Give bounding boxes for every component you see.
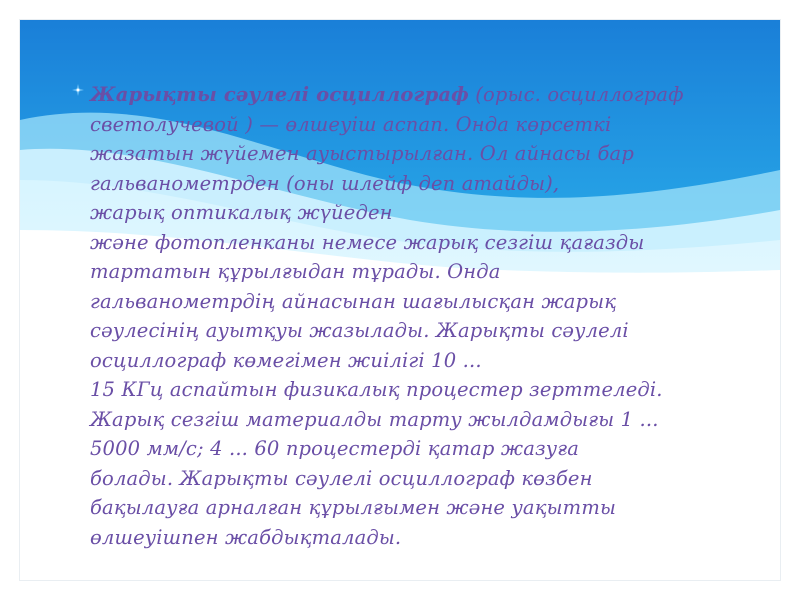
paragraph-line-1 <box>90 80 710 110</box>
paragraph-line: өлшеуішпен жабдықталады. <box>90 525 402 549</box>
paragraph-line: болады. Жарықты сәулелі осциллограф көзбен <box>90 466 593 490</box>
slide <box>20 20 780 580</box>
paragraph-line: 5000 мм/с; 4 ... 60 процестерді қатар жазуға <box>90 437 580 460</box>
paragraph-line: светолучевой ) — өлшеуіш аспап. Онда көрсеткі <box>90 112 612 136</box>
bold-term: Жарықты сәулелі осциллограф <box>90 83 469 106</box>
paragraph-text: (орыс. осциллограф <box>468 83 684 106</box>
paragraph-line: Жарық сезгіш материалды тарту жылдамдығы 1 ... <box>90 407 659 431</box>
paragraph-line: жарық оптикалық жүйеден <box>90 201 393 224</box>
paragraph-line: тартатын құрылғыдан тұрады. Онда <box>90 260 501 283</box>
paragraph-line: 15 КГц аспайтын физикалық процестер зерттеледі. <box>90 378 663 401</box>
paragraph-line: бақылауға арналған құрылғымен және уақытты <box>90 496 616 519</box>
paragraph-line: гальванометрден (оны шлейф деп атайды), <box>90 171 560 195</box>
paragraph-line: гальванометрдің айнасынан шағылысқан жарық <box>90 289 617 313</box>
sparkle-bullet-icon <box>72 84 84 96</box>
paragraph-line: сәулесінің ауытқуы жазылады. Жарықты сәулелі <box>90 319 629 342</box>
main-paragraph <box>90 80 710 552</box>
paragraph-line: және фотопленканы немесе жарық сезгіш қағазды <box>90 230 645 254</box>
paragraph-line: осциллограф көмегімен жиілігі 10 ... <box>90 348 482 372</box>
paragraph-line: жазатын жүйемен ауыстырылған. Ол айнасы бар <box>90 142 634 165</box>
